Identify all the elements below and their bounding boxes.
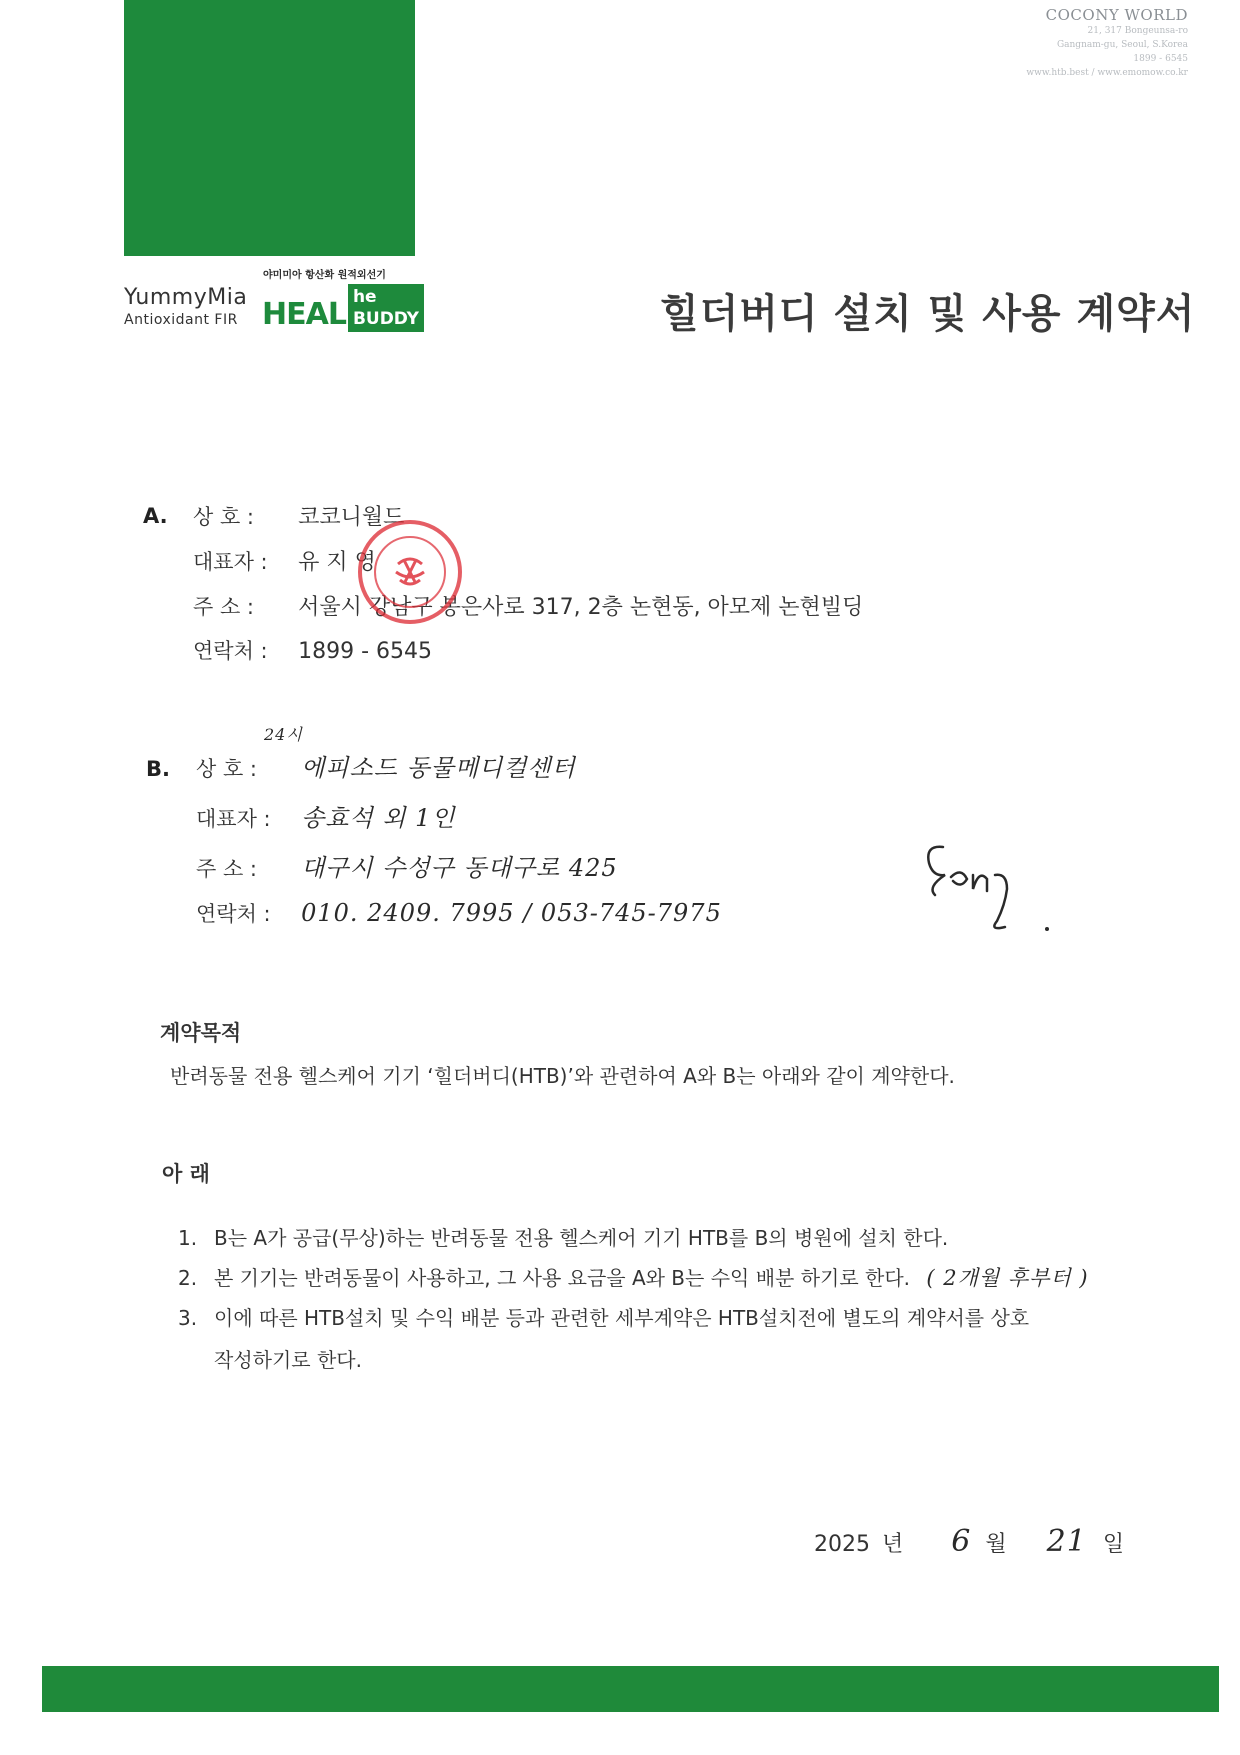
party-b-letter: B. [146, 757, 170, 781]
date-year-unit: 년 [882, 1532, 904, 1557]
yummymia-logo [124, 285, 247, 328]
company-web-line: www.htb.best / www.emomow.co.kr [1026, 68, 1188, 78]
contract-date [814, 1524, 1124, 1559]
party-b-contact: 010. 2409. 7995 / 053-745-7975 [301, 899, 722, 927]
terms-title: 아 래 [162, 1162, 210, 1186]
document-title: 힐더버디 설치 및 사용 계약서 [660, 291, 1196, 337]
purpose-title: 계약목적 [160, 1021, 242, 1045]
heal-buddy-tagline: 야미미아 항산화 원적외선기 [263, 270, 386, 281]
party-b-block [196, 748, 722, 948]
representative-label: 대표자 : [196, 807, 271, 831]
company-label: 상 호 : [193, 505, 254, 529]
terms-item-text: 본 기기는 반려동물이 사용하고, 그 사용 요금을 A와 B는 수익 배분 하기로 한다. [214, 1266, 911, 1290]
company-name: COCONY WORLD [1045, 6, 1188, 24]
purpose-text: 반려동물 전용 헬스케어 기기 ‘힐더버디(HTB)’와 관련하여 A와 B는 아래와 같이 계약한다. [170, 1064, 955, 1088]
yummymia-subtitle: Antioxidant FIR [124, 312, 238, 328]
representative-label: 대표자 : [193, 550, 268, 574]
party-a-block [193, 500, 863, 680]
contact-label: 연락처 : [193, 639, 268, 663]
terms-item-text: 이에 따른 HTB설치 및 수익 배분 등과 관련한 세부계약은 HTB설치전에 별도의 계약서를 상호 [214, 1306, 1030, 1330]
date-day: 21 [1046, 1524, 1087, 1559]
footer-green-bar [42, 1666, 1219, 1712]
company-phone-line: 1899 - 6545 [1133, 54, 1188, 64]
date-month: 6 [951, 1524, 972, 1559]
party-a-letter: A. [143, 504, 168, 528]
heal-wordmark: HEAL [262, 297, 346, 332]
party-b-representative: 송효석 외 1인 [301, 804, 456, 832]
seal-mark-icon [390, 552, 430, 592]
terms-item [178, 1222, 948, 1251]
company-seal-inner [374, 536, 446, 608]
party-a-representative: 유 지 영 [298, 550, 376, 575]
address-label: 주 소 : [196, 857, 257, 881]
party-b-company: 에피소드 동물메디컬센터 [301, 754, 576, 782]
terms-item-handwritten-note: ( 2개월 후부터 ) [926, 1266, 1089, 1290]
party-a-company: 코코니월드 [298, 505, 405, 530]
terms-item [178, 1302, 1029, 1331]
date-year: 2025 [814, 1532, 870, 1557]
terms-item-text: B는 A가 공급(무상)하는 반려동물 전용 헬스케어 기기 HTB를 B의 병원에 설치 한다. [214, 1226, 949, 1250]
yummymia-wordmark: YummyMia [124, 285, 248, 310]
heal-buddy-logo [262, 287, 419, 332]
company-label: 상 호 : [196, 757, 257, 781]
terms-item [178, 1262, 1089, 1292]
date-day-unit: 일 [1102, 1532, 1125, 1557]
company-address-line: 21, 317 Bongeunsa-ro [1087, 26, 1188, 36]
party-a-contact: 1899 - 6545 [298, 639, 432, 664]
party-b-address: 대구시 수성구 동대구로 425 [301, 854, 618, 882]
company-address-block [1026, 6, 1188, 80]
company-address-line: Gangnam-gu, Seoul, S.Korea [1056, 40, 1188, 50]
party-b-company-note: 24시 [264, 725, 303, 744]
party-b-signature [915, 835, 1065, 935]
party-a-address: 서울시 강남구 봉은사로 317, 2층 논현동, 아모제 논현빌딩 [298, 595, 864, 620]
contact-label: 연락처 : [196, 902, 271, 926]
terms-item-continuation: 작성하기로 한다. [214, 1348, 362, 1372]
address-label: 주 소 : [193, 595, 254, 619]
terms-item-number: 2. [178, 1266, 198, 1290]
green-header-block [124, 0, 415, 256]
buddy-wordmark: he BUDDY [348, 284, 424, 332]
date-month-unit: 월 [985, 1532, 1007, 1557]
terms-item-number: 3. [178, 1306, 198, 1330]
terms-item-number: 1. [178, 1226, 198, 1250]
company-seal [358, 520, 462, 624]
